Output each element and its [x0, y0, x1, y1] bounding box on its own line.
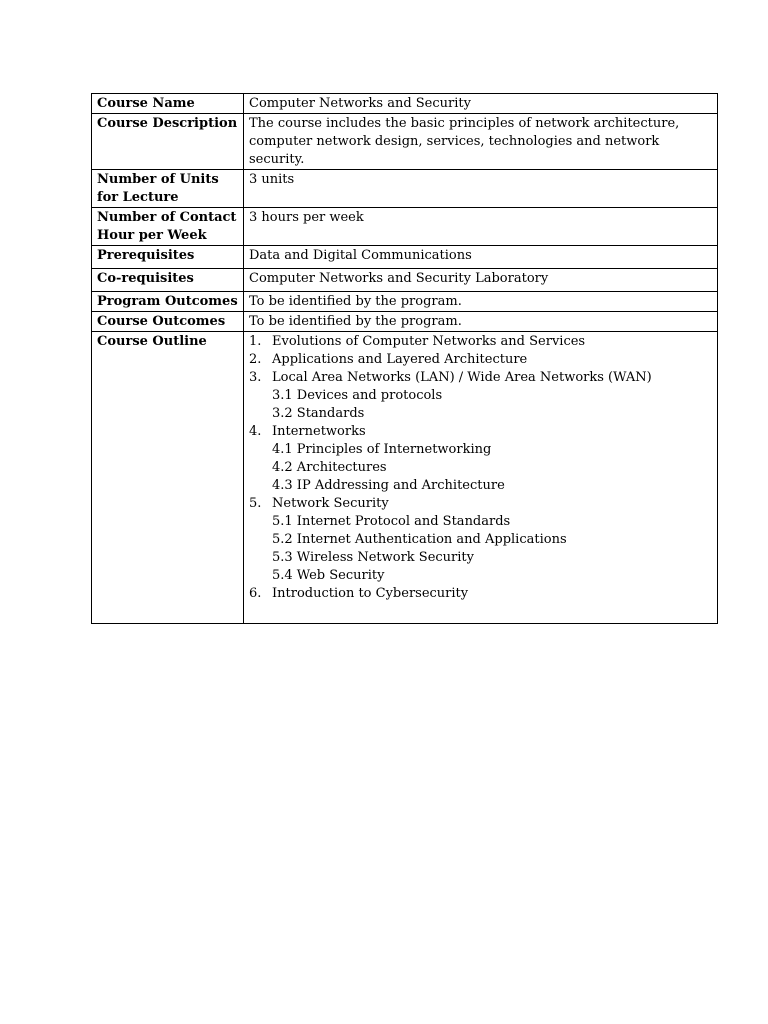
course-outline-list [249, 333, 712, 603]
outline-number: 2. [249, 352, 262, 367]
outline-item [249, 351, 712, 369]
course-description-label: Course Description [92, 114, 244, 170]
units-value: 3 units [244, 170, 718, 208]
outline-topic: Applications and Layered Architecture [272, 352, 528, 367]
table-row [92, 170, 718, 208]
table-row [92, 114, 718, 170]
program-outcomes-label: Program Outcomes [92, 292, 244, 312]
outline-sublist [249, 441, 712, 495]
table-row [92, 246, 718, 269]
outline-number: 5. [249, 496, 262, 511]
outline-topic: Introduction to Cybersecurity [272, 586, 469, 601]
outline-number: 1. [249, 334, 262, 349]
outline-sublist [249, 513, 712, 585]
course-outcomes-value: To be identified by the program. [244, 312, 718, 332]
table-row [92, 312, 718, 332]
course-syllabus-table [91, 93, 718, 624]
table-row [92, 208, 718, 246]
course-outcomes-label: Course Outcomes [92, 312, 244, 332]
outline-subitem: 4.3 IP Addressing and Architecture [272, 478, 505, 493]
outline-topic: Network Security [272, 496, 389, 511]
outline-topic: Evolutions of Computer Networks and Services [272, 334, 586, 349]
outline-subitem: 5.1 Internet Protocol and Standards [272, 514, 511, 529]
prerequisites-value: Data and Digital Communications [244, 246, 718, 269]
outline-subitem: 5.3 Wireless Network Security [272, 550, 474, 565]
outline-sublist [249, 387, 712, 423]
table-row [92, 292, 718, 312]
outline-subitem: 5.2 Internet Authentication and Applications [272, 532, 567, 547]
corequisites-label: Co-requisites [92, 269, 244, 292]
outline-subitem: 3.1 Devices and protocols [272, 388, 443, 403]
course-name-label: Course Name [92, 94, 244, 114]
corequisites-value: Computer Networks and Security Laboratory [244, 269, 718, 292]
course-description-value: The course includes the basic principles of network architecture, computer network design, services, technologies and network security. [244, 114, 718, 170]
course-name-value: Computer Networks and Security [244, 94, 718, 114]
contact-hours-label: Number of Contact Hour per Week [92, 208, 244, 246]
outline-subitem: 3.2 Standards [272, 406, 365, 421]
outline-subitem: 4.2 Architectures [272, 460, 387, 475]
outline-topic: Local Area Networks (LAN) / Wide Area Networks (WAN) [272, 370, 652, 385]
outline-item [249, 423, 712, 495]
outline-subitem: 5.4 Web Security [272, 568, 385, 583]
outline-number: 3. [249, 370, 262, 385]
outline-item [249, 585, 712, 603]
contact-hours-value: 3 hours per week [244, 208, 718, 246]
table-row [92, 94, 718, 114]
outline-topic: Internetworks [272, 424, 366, 439]
units-label: Number of Units for Lecture [92, 170, 244, 208]
outline-number: 6. [249, 586, 262, 601]
outline-item [249, 495, 712, 585]
prerequisites-label: Prerequisites [92, 246, 244, 269]
outline-subitem: 4.1 Principles of Internetworking [272, 442, 492, 457]
course-outline-label: Course Outline [92, 332, 244, 624]
course-outline-value [244, 332, 718, 624]
outline-item [249, 333, 712, 351]
program-outcomes-value: To be identified by the program. [244, 292, 718, 312]
outline-item [249, 369, 712, 423]
outline-number: 4. [249, 424, 262, 439]
table-row [92, 269, 718, 292]
table-row [92, 332, 718, 624]
